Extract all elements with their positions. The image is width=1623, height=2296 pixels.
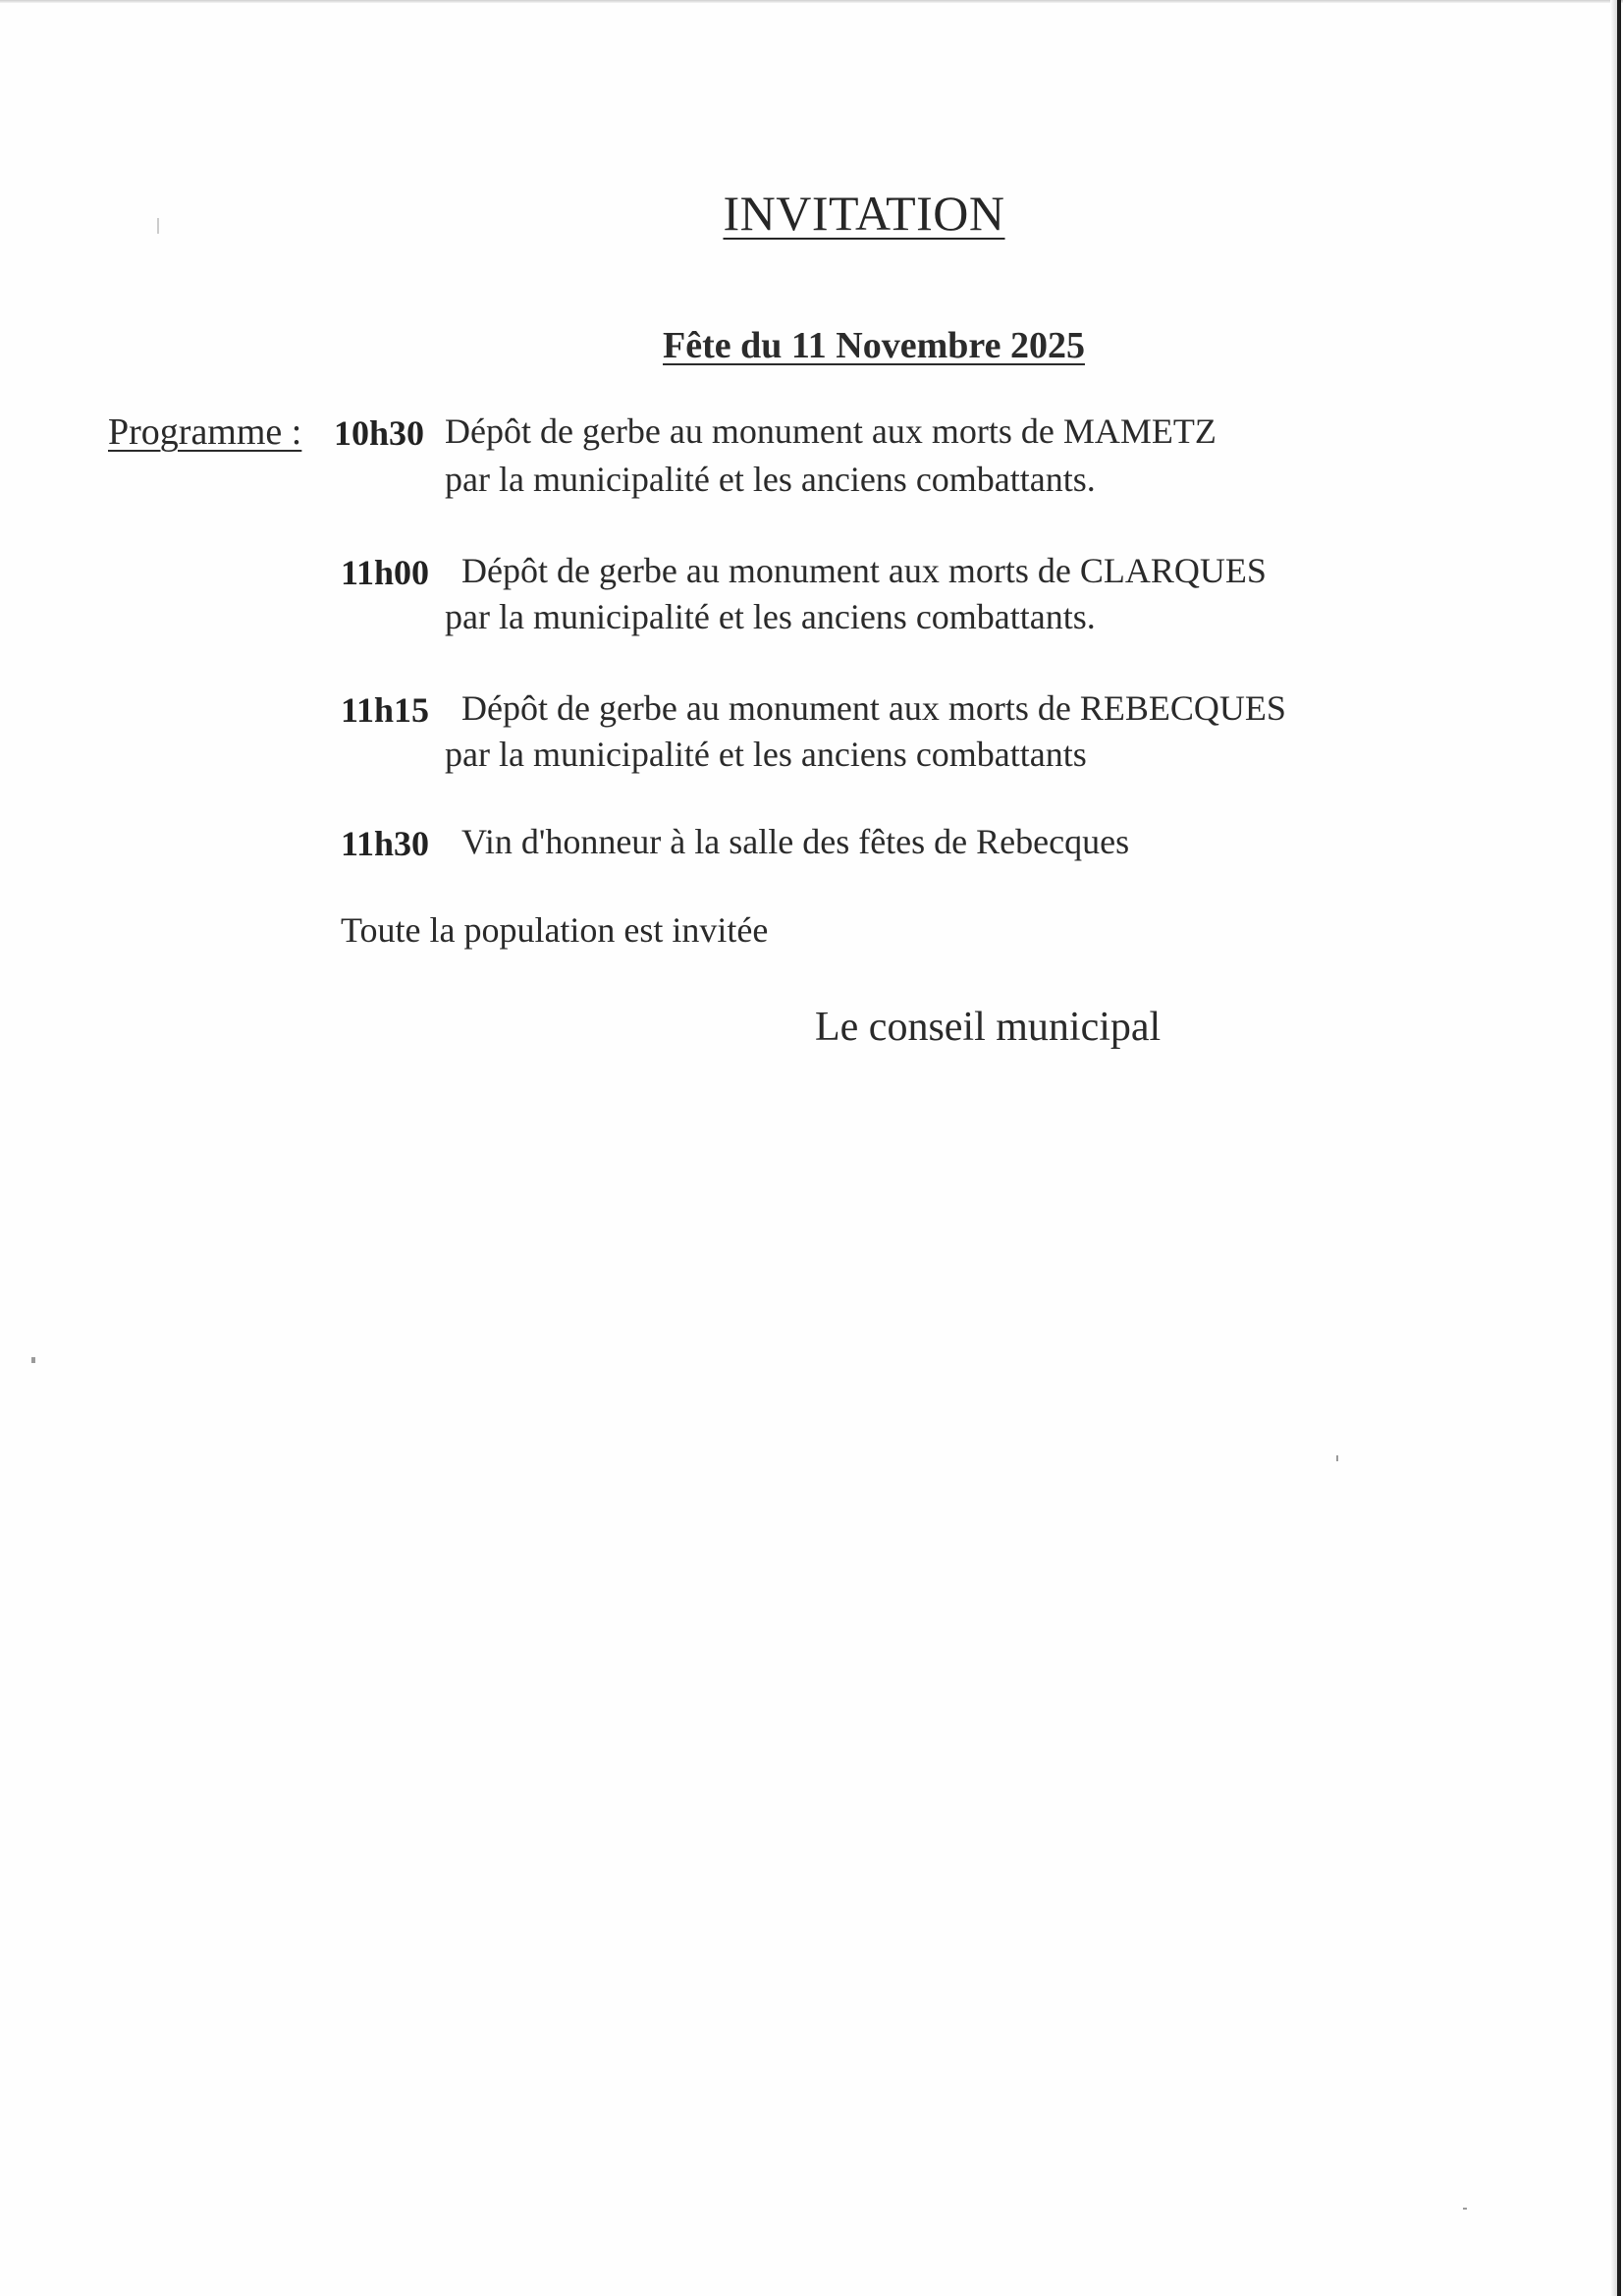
event-detail: par la municipalité et les anciens combattants <box>445 735 1087 774</box>
scan-speck <box>1336 1455 1338 1461</box>
event-time: 11h00 <box>341 553 430 592</box>
event-description: Vin d'honneur à la salle des fêtes de Rebecques <box>461 822 1130 861</box>
event-time: 11h15 <box>341 690 430 730</box>
signature: Le conseil municipal <box>815 1005 1162 1050</box>
event-description: Dépôt de gerbe au monument aux morts de CLARQUES <box>461 551 1267 590</box>
scan-top-edge <box>0 0 1623 3</box>
event-time: 11h30 <box>341 824 430 863</box>
scan-speck <box>31 1357 35 1363</box>
event-description: Dépôt de gerbe au monument aux morts de MAMETZ <box>445 411 1217 451</box>
closing-note: Toute la population est invitée <box>341 910 769 950</box>
event-detail: par la municipalité et les anciens combattants. <box>445 597 1096 636</box>
event-time: 10h30 <box>334 413 425 453</box>
event-description: Dépôt de gerbe au monument aux morts de REBECQUES <box>461 688 1286 728</box>
event-detail: par la municipalité et les anciens combattants. <box>445 460 1096 499</box>
scan-speck <box>1463 2208 1467 2210</box>
page-title: INVITATION <box>723 186 1005 241</box>
programme-label: Programme : <box>108 411 302 453</box>
event-subtitle: Fête du 11 Novembre 2025 <box>663 325 1085 366</box>
